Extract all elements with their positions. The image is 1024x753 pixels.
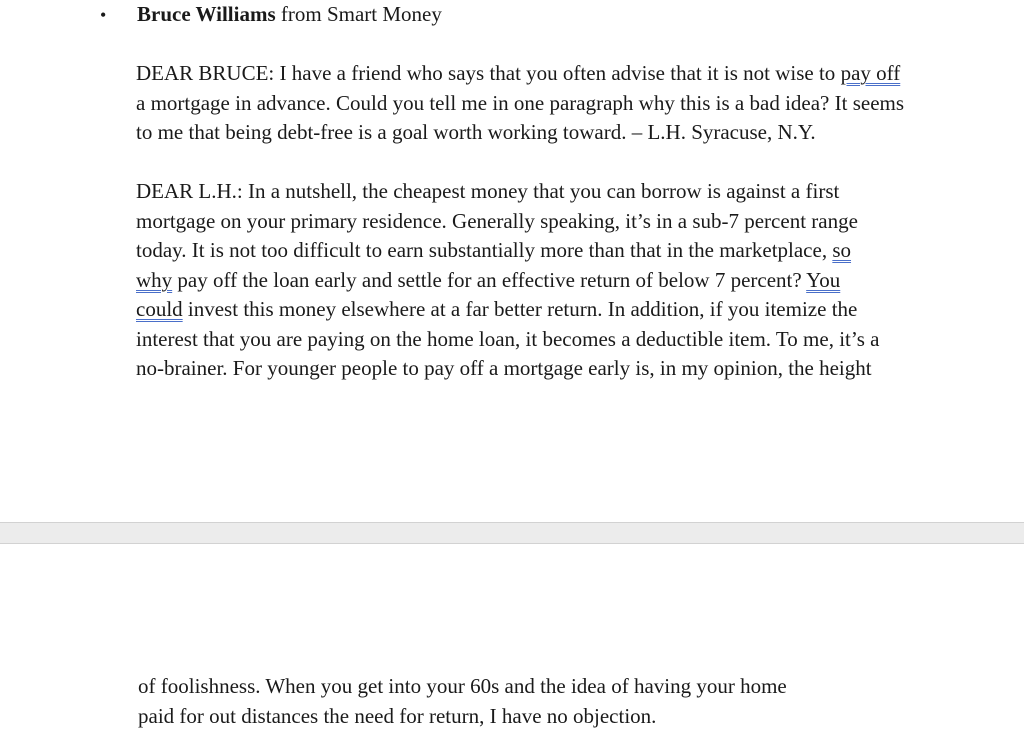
text-line: DEAR BRUCE: I have a friend who says that you often advise that it is not wise to pay off	[136, 61, 901, 85]
bullet-icon: •	[100, 5, 107, 25]
grammar-flag[interactable]: You	[806, 267, 841, 292]
text-line: a mortgage in advance. Could you tell me in one paragraph why this is a bad idea? It seems	[136, 90, 905, 115]
author-source: from Smart Money	[275, 2, 442, 26]
text-line: no-brainer. For younger people to pay off a mortgage early is, in my opinion, the height	[136, 356, 872, 380]
text-line: to me that being debt-free is a goal worth working toward. – L.H. Syracuse, N.Y.	[136, 120, 816, 144]
continuation-paragraph[interactable]	[138, 672, 958, 731]
text-line: today. It is not too difficult to earn substantially more than that in the marketplace, so	[136, 238, 852, 262]
letter-paragraph[interactable]	[136, 59, 956, 148]
grammar-flag[interactable]: pay off	[840, 61, 901, 85]
text-line: mortgage on your primary residence. Generally speaking, it’s in a sub-7 percent range	[136, 208, 858, 233]
page-break-gap	[0, 522, 1024, 544]
text-line: why pay off the loan early and settle for an effective return of below 7 percent? You	[136, 267, 841, 292]
grammar-flag[interactable]: so	[832, 238, 852, 262]
document-page-bottom	[0, 544, 1024, 753]
text-line: interest that you are paying on the home loan, it becomes a deductible item. To me, it’s a	[136, 326, 880, 351]
text-line: could invest this money elsewhere at a far better return. In addition, if you itemize the	[136, 297, 858, 321]
grammar-flag[interactable]: could	[136, 297, 183, 321]
text-line: DEAR L.H.: In a nutshell, the cheapest money that you can borrow is against a first	[136, 179, 840, 203]
author-name: Bruce Williams	[137, 2, 276, 26]
text-line: of foolishness. When you get into your 60s and the idea of having your home	[138, 674, 787, 698]
grammar-flag[interactable]: why	[136, 267, 173, 292]
text-line: paid for out distances the need for return, I have no objection.	[138, 703, 657, 728]
bullet-heading	[100, 2, 442, 27]
reply-paragraph[interactable]	[136, 177, 956, 384]
